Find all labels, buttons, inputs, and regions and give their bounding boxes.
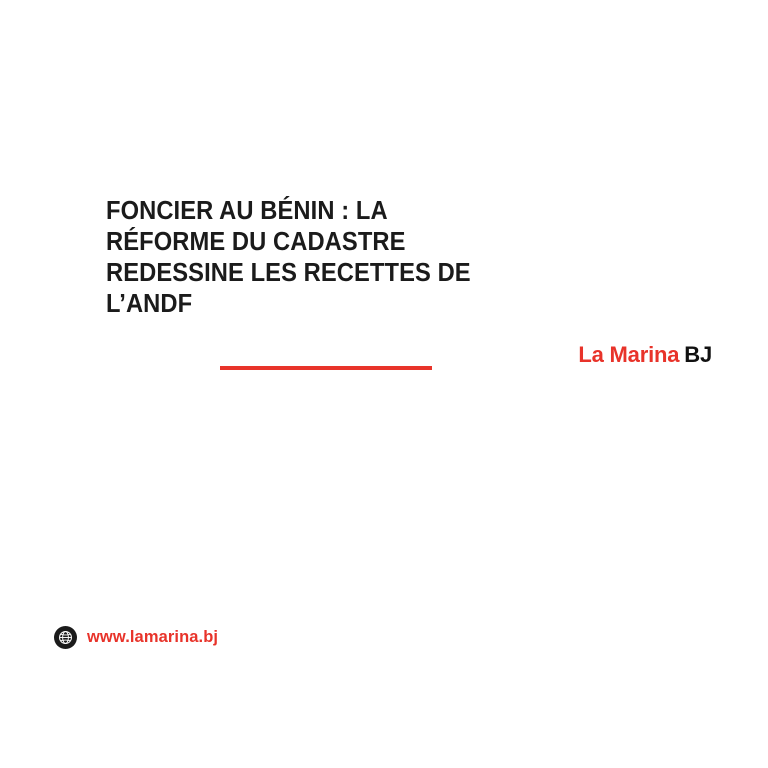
accent-divider bbox=[220, 366, 432, 370]
brand-suffix: BJ bbox=[684, 342, 712, 367]
footer-website[interactable] bbox=[54, 626, 218, 649]
page-title: FONCIER AU BÉNIN : LA RÉFORME DU CADASTRE REDESSINE LES RECETTES DE L’ANDF bbox=[106, 197, 471, 318]
globe-icon bbox=[54, 626, 77, 649]
brand-lockup bbox=[578, 342, 712, 368]
brand-name: La Marina bbox=[578, 342, 680, 367]
website-url[interactable]: www.lamarina.bj bbox=[87, 628, 219, 646]
